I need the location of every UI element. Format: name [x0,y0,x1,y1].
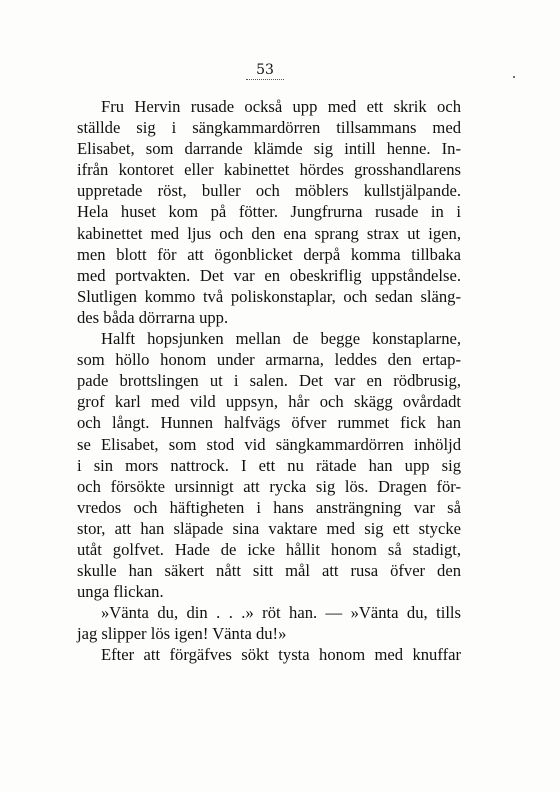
text-line: skulle han säkert nått sitt mål att rusa öfver den [77,561,461,581]
text-line: kabinettet med ljus och den ena sprang strax ut igen, [77,223,461,243]
page-number: 53 [256,62,274,78]
text-line: men blott för att ögonblicket derpå komma tillbaka [77,244,461,264]
body-text [77,96,461,666]
text-line: med portvakten. Det var en obeskriflig uppståndelse. [77,265,461,285]
text-line: Elisabet, som darrande klämde sig intill henne. In- [77,139,461,159]
text-line: Slutligen kommo två poliskonstaplar, och sedan släng- [77,286,461,306]
text-line: och långt. Hunnen halfvägs öfver rummet fick han [77,413,461,433]
text-line: ifrån kontoret eller kabinettet hördes grosshandlarens [77,160,461,180]
text-line: vredos och häftigheten i hans ansträngning var så [77,497,461,517]
text-line: Halft hopsjunken mellan de begge konstaplarne, [101,329,461,349]
text-line: och försökte ursinnigt att rycka sig lös. Dragen för- [77,476,461,496]
text-line: Hela huset kom på fötter. Jungfrurna rusade in i [77,202,461,222]
text-line: se Elisabet, som stod vid sängkammardörren inhöljd [77,434,461,454]
text-line: »Vänta du, din . . .» röt han. — »Vänta du, tills [101,603,461,623]
text-line: Fru Hervin rusade också upp med ett skrik och [101,97,461,116]
text-line: des båda dörrarna upp. [77,307,229,327]
text-line: Efter att förgäfves sökt tysta honom med knuffar [101,645,461,665]
text-line: uppretade röst, buller och möblers kullstjälpande. [77,181,461,201]
text-line: utåt golfvet. Hade de icke hållit honom så stadigt, [77,539,461,559]
text-line: i sin mors nattrock. I ett nu rätade han upp sig [77,455,461,475]
margin-mark [513,76,515,78]
text-line: grof karl med vild uppsyn, hår och skägg ovårdadt [77,392,461,412]
text-line: som höllo honom under armarna, leddes den ertap- [77,350,461,370]
text-line: ställde sig i sängkammardörren tillsammans med [77,118,461,138]
text-line: unga flickan. [77,582,164,602]
text-line: jag slipper lös igen! Vänta du!» [77,624,287,644]
text-line: pade brottslingen ut i salen. Det var en rödbrusig, [77,371,461,391]
header-rule [246,79,284,80]
text-line: stor, att han släpade sina vaktare med sig ett stycke [77,518,461,538]
